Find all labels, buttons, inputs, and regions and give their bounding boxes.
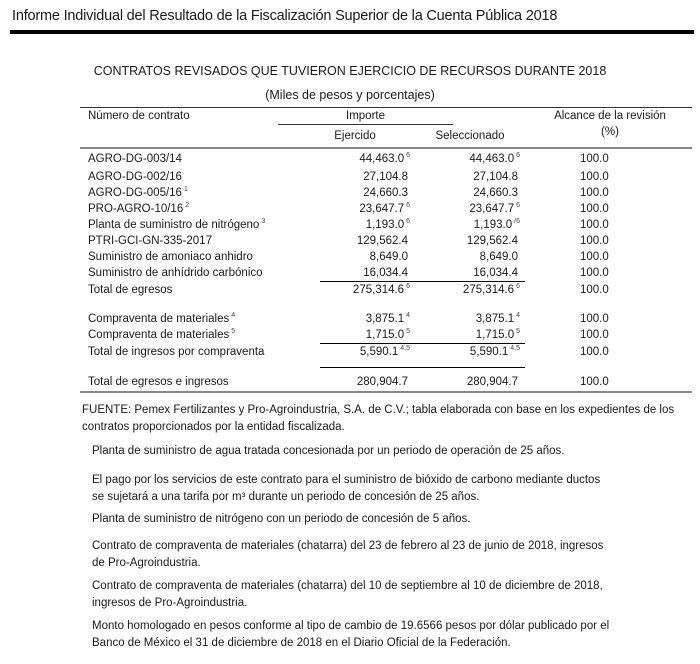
header-contract: Número de contrato (88, 110, 190, 122)
contract-label: PRO-AGRO-10/16 $^2$ (88, 202, 190, 215)
seleccionado-value: 44,463.0 $^6$ (469, 152, 520, 165)
header-bottom-rule (80, 147, 692, 149)
header-rule (10, 30, 694, 34)
subtotal-rule-egresos (320, 281, 525, 282)
ejercido-value: 275,314.6 $^6$ (352, 283, 410, 296)
header-alcance-line2: (%) (601, 126, 619, 138)
header-alcance-line1: Alcance de la revisión (554, 110, 666, 122)
ejercido-value: 5,590.1 $^{4,5}$ (359, 345, 410, 358)
seleccionado-value: 24,660.3 (473, 187, 518, 199)
source-note (82, 402, 692, 436)
alcance-value: 100.0 (580, 153, 609, 165)
seleccionado-value: 275,314.6 $^6$ (462, 283, 520, 296)
importe-underline (278, 124, 453, 125)
contract-label: AGRO-DG-002/16 (88, 171, 182, 183)
seleccionado-value: 3,875.1 $^4$ (475, 312, 520, 325)
seleccionado-value: 8,649.0 (479, 251, 518, 263)
alcance-value: 100.0 (580, 235, 609, 247)
seleccionado-value: 27,104.8 (473, 171, 518, 183)
ejercido-value: 16,034.4 (363, 267, 408, 279)
header-ejercido: Ejercido (334, 130, 376, 142)
grand-total-rule (320, 367, 525, 368)
alcance-value: 100.0 (580, 284, 609, 296)
contract-label: PTRI-GCI-GN-335-2017 (88, 235, 212, 247)
contract-label: Total de ingresos por compraventa (88, 346, 265, 358)
header-seleccionado: Seleccionado (435, 130, 505, 142)
contract-label: Suministro de anhídrido carbónico (88, 267, 263, 279)
ejercido-value: 129,562.4 (356, 235, 408, 247)
footnote-5: Contrato de compraventa de materiales (chatarra) del 10 de septiembre al 10 de diciembre de 2018, ingresos de Pro-Agroindustria. (92, 580, 603, 609)
table-bottom-rule (80, 391, 692, 393)
seleccionado-value: 280,904.7 (466, 376, 518, 388)
alcance-value: 100.0 (580, 313, 609, 325)
footnote-1: Planta de suministro de agua tratada concesionada por un periodo de operación de 25 años. (92, 445, 565, 457)
seleccionado-value: 129,562.4 (466, 235, 518, 247)
seleccionado-value: 23,647.7 $^6$ (469, 202, 520, 215)
alcance-value: 100.0 (580, 171, 609, 183)
alcance-value: 100.0 (580, 203, 609, 215)
ejercido-value: 27,104.8 (363, 171, 408, 183)
table-subtitle: (Miles de pesos y porcentajes) (265, 88, 435, 102)
footnote-3: Planta de suministro de nitrógeno con un periodo de concesión de 5 años. (92, 513, 471, 525)
seleccionado-value: 5,590.1 $^{4,5}$ (469, 345, 520, 358)
ejercido-value: 23,647.7 $^6$ (359, 202, 410, 215)
ejercido-value: 8,649.0 (369, 251, 408, 263)
contract-label: Total de egresos e ingresos (88, 376, 229, 388)
table-top-rule (80, 107, 692, 108)
ejercido-value: 1,715.0 $^5$ (365, 328, 410, 341)
ejercido-value: 1,193.0 $^6$ (365, 218, 410, 231)
subtotal-rule-ingresos (320, 343, 525, 344)
source-line-1: FUENTE: Pemex Fertilizantes y Pro-Agroindustria, S.A. de C.V.; tabla elaborada con base en los expedientes de los (82, 404, 675, 416)
alcance-value: 100.0 (580, 187, 609, 199)
contract-label: Compraventa de materiales $^5$ (88, 328, 236, 341)
contract-label: AGRO-DG-005/16 $^1$ (88, 186, 188, 199)
contract-label: Compraventa de materiales $^4$ (88, 312, 236, 325)
alcance-value: 100.0 (580, 251, 609, 263)
footnote-2: El pago por los servicios de este contrato para el suministro de bióxido de carbono mediante ductos se sujetará a una tarifa por m³ durante un periodo de concesión de 25 años. (92, 474, 601, 503)
seleccionado-value: 16,034.4 (473, 267, 518, 279)
ejercido-value: 3,875.1 $^4$ (365, 312, 410, 325)
alcance-value: 100.0 (580, 329, 609, 341)
footnote-6: Monto homologado en pesos conforme al tipo de cambio de 19.6566 pesos por dólar publicado por el Banco de México el 31 de diciembre de 2018 en el Diario Oficial de la Federación. (92, 620, 610, 649)
ejercido-value: 24,660.3 (363, 187, 408, 199)
contract-label: AGRO-DG-003/14 (88, 153, 182, 165)
source-line-2: contratos proporcionados por la entidad fiscalizada. (82, 421, 345, 433)
header-importe: Importe (346, 110, 385, 122)
alcance-value: 100.0 (580, 267, 609, 279)
contract-label: Planta de suministro de nitrógeno $^3$ (88, 218, 266, 231)
seleccionado-value: 1,193.0 $^{/6}$ (473, 218, 520, 231)
footnote-4: Contrato de compraventa de materiales (chatarra) del 23 de febrero al 23 de junio de 2018, ingresos de Pro-Agroindustria. (92, 540, 604, 569)
ejercido-value: 280,904.7 (356, 376, 408, 388)
alcance-value: 100.0 (580, 346, 609, 358)
contract-label: Suministro de amoniaco anhidro (88, 251, 253, 263)
table-title: CONTRATOS REVISADOS QUE TUVIERON EJERCICIO DE RECURSOS DURANTE 2018 (93, 64, 607, 78)
seleccionado-value: 1,715.0 $^5$ (475, 328, 520, 341)
ejercido-value: 44,463.0 $^6$ (359, 152, 410, 165)
alcance-value: 100.0 (580, 219, 609, 231)
contract-label: Total de egresos (88, 284, 173, 296)
alcance-value: 100.0 (580, 376, 609, 388)
running-header-title: Informe Individual del Resultado de la Fiscalización Superior de la Cuenta Pública 2018 (12, 8, 558, 24)
